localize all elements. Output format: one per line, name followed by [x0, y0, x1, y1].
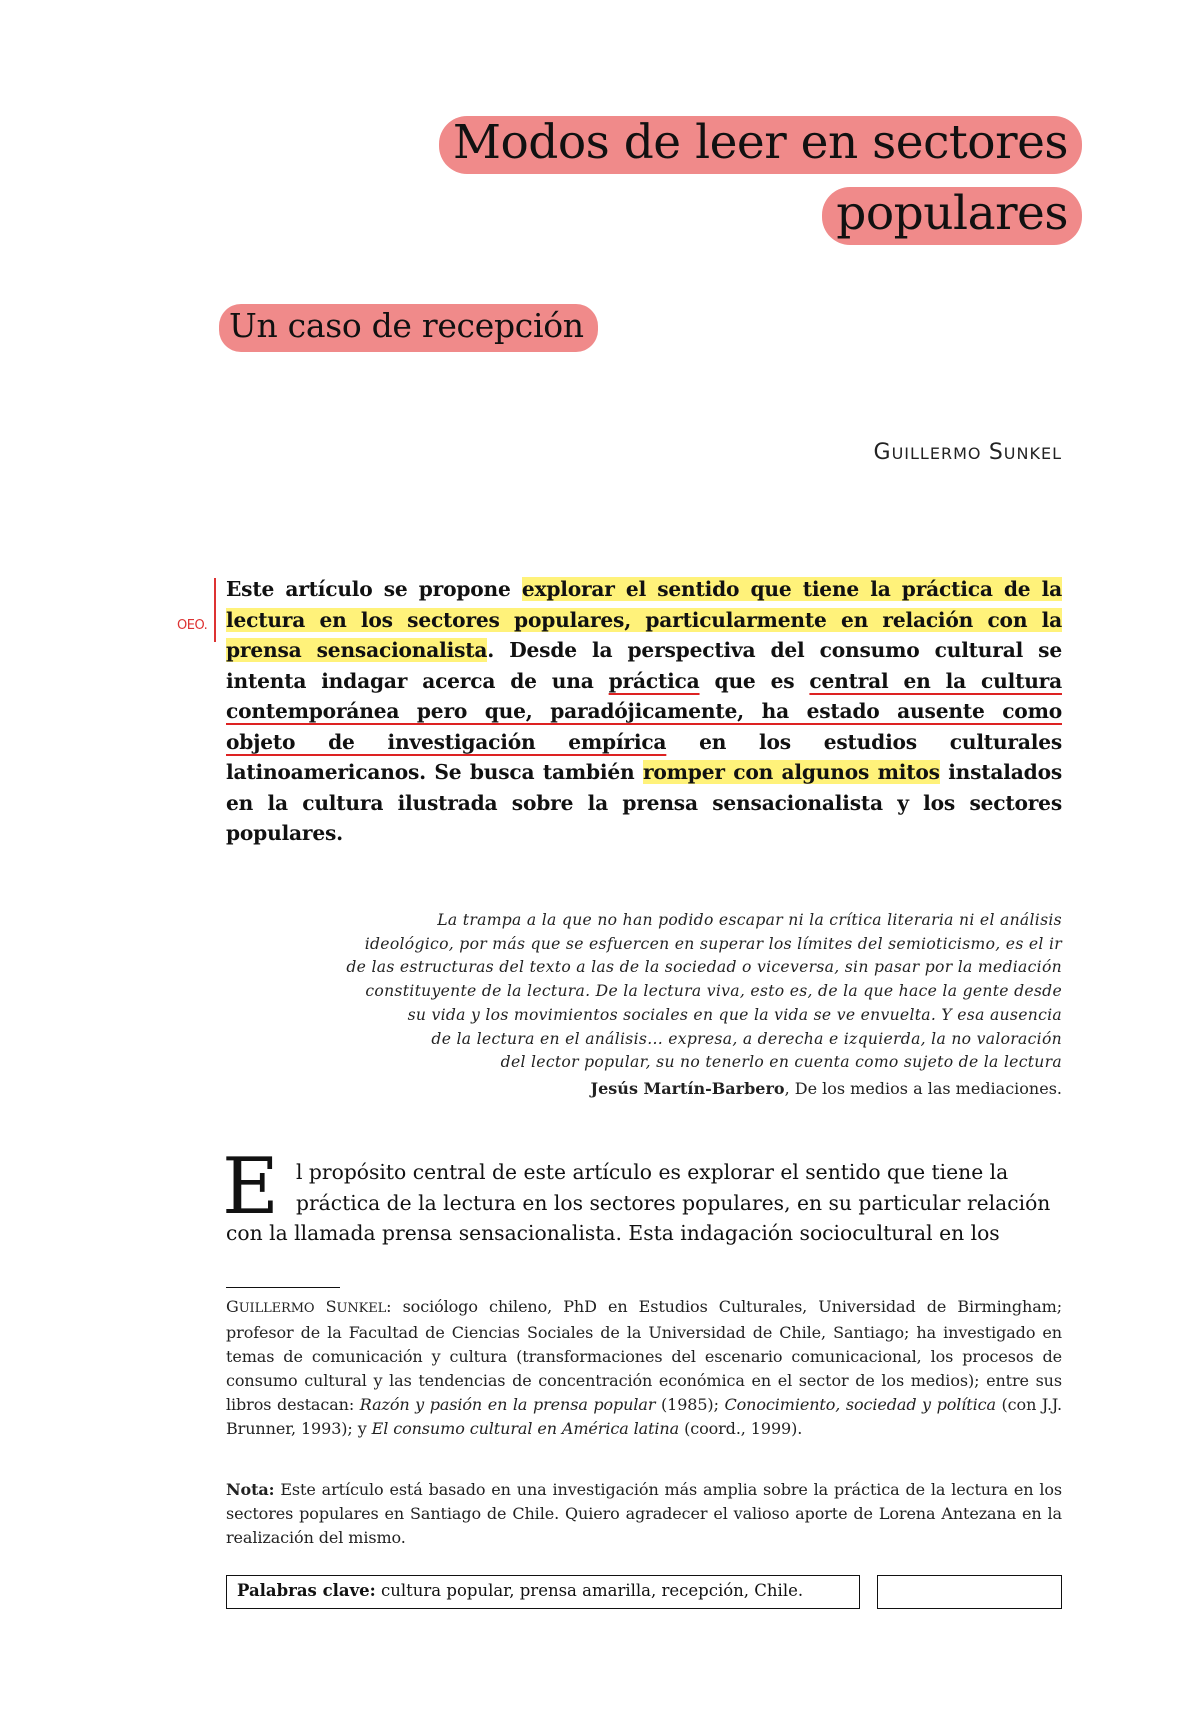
footnote-rule	[226, 1287, 340, 1288]
footnote-text: (1985);	[655, 1395, 725, 1414]
drop-cap: E	[222, 1142, 279, 1232]
author-last-rest: UNKEL	[1003, 444, 1062, 463]
keywords-box	[226, 1575, 860, 1609]
abstract-text: en los estudios culturales latinoamericanos. Se busca también	[226, 729, 1062, 784]
abstract-highlight: romper con algunos mitos	[642, 760, 940, 784]
epigraph-line: ideológico, por más que se esfuercen en superar los límites del semioticismo, es el ir	[364, 934, 1062, 953]
note-label: Nota:	[226, 1480, 275, 1499]
keywords-text: cultura popular, prensa amarilla, recepción, Chile.	[375, 1581, 804, 1600]
author-first-initial: G	[873, 440, 892, 465]
abstract-underline: central en la cultura contemporánea pero que, paradójicamente, ha estado ausente como objeto de investigación empírica	[226, 668, 1062, 754]
footnote-name: G	[226, 1297, 239, 1316]
footnote-text: : sociólogo chileno, PhD en Estudios Culturales, Universidad de Birmingham; profesor de la Facultad de Ciencias Sociales de la Universidad de Chile, Santiago; ha investigado en temas de comunicación y cultura (transformaciones del escenario comunicacional, los procesos de consumo cultural y las tendencias de concentración económica en el sector de los medios); entre sus libros destacan:	[226, 1297, 1062, 1414]
footnote-text: (coord., 1999).	[679, 1419, 803, 1438]
epigraph-line: La trampa a la que no han podido escapar ni la crítica literaria ni el análisis	[437, 911, 1062, 929]
epigraph-line: de las estructuras del texto a las de la sociedad o viceversa, sin pasar por la mediación	[346, 958, 1062, 977]
epigraph-line: su vida y los movimientos sociales en que la vida se ve envuelta. Y esa ausencia	[407, 1005, 1062, 1024]
epigraph-source	[591, 1077, 1062, 1100]
note-paragraph	[226, 1478, 1062, 1550]
epigraph-line: del lector popular, su no tenerlo en cuenta como sujeto de la lectura	[500, 1053, 1062, 1072]
epigraph-line: de la lectura en el análisis... expresa, a derecha e izquierda, la no valoración	[431, 1029, 1062, 1048]
epigraph-line: constituyente de la lectura. De la lectura viva, esto es, de la que hace la gente desde	[365, 982, 1062, 1001]
abstract-highlight: explorar el sentido que tiene la práctica de la lectura en los sectores populares, particularmente en relación con la prensa sensacionalista	[226, 577, 1062, 662]
footnote-name: UILLERMO	[238, 1301, 315, 1316]
note-text: Este artículo está basado en una investigación más amplia sobre la práctica de la lectura en los sectores populares en Santiago de Chile. Quiero agradecer el valioso aporte de Lorena Antezana en la realización del mismo.	[226, 1480, 1062, 1547]
epigraph-source-work: , De los medios a las mediaciones.	[784, 1079, 1062, 1098]
abstract-text: . Desde la perspectiva del consumo cultural se intenta indagar acerca de una	[226, 638, 1062, 693]
footnote-text: (con J.J. Brunner, 1993); y	[226, 1395, 1062, 1438]
footnote-book-title: Razón y pasión en la prensa popular	[359, 1395, 656, 1414]
abstract-text: que es	[699, 668, 810, 693]
body-line: práctica de la lectura en los sectores populares, en su particular relación	[296, 1190, 1051, 1215]
author-footnote	[226, 1295, 1062, 1441]
abstract-text: Este artículo se propone	[226, 577, 522, 601]
margin-annotation-tag: OEO.	[177, 618, 208, 633]
empty-box	[877, 1575, 1062, 1609]
article-subtitle: Un caso de recepción	[219, 304, 598, 352]
body-line: l propósito central de este artículo es explorar el sentido que tiene la	[296, 1160, 1009, 1184]
epigraph-source-author: Jesús Martín-Barbero	[590, 1079, 785, 1098]
footnote-name: S	[325, 1297, 337, 1316]
body-paragraph	[226, 1157, 1062, 1249]
abstract	[226, 574, 1062, 849]
footnote-book-title: El consumo cultural en América latina	[371, 1419, 680, 1438]
abstract-underline: práctica	[608, 668, 700, 693]
author-last-initial: S	[988, 440, 1004, 465]
footnote-name: UNKEL	[336, 1301, 387, 1316]
article-title-line-2: populares	[822, 187, 1082, 245]
epigraph-quote	[272, 909, 1062, 1075]
article-title-line-1: Modos de leer en sectores	[439, 116, 1082, 174]
footnote-book-title: Conocimiento, sociedad y política	[724, 1395, 996, 1414]
abstract-text: instalados en la cultura ilustrada sobre la prensa sensacionalista y los sectores populares.	[226, 760, 1063, 845]
author-first-rest: UILLERMO	[891, 444, 982, 463]
author-name	[874, 440, 1062, 465]
margin-annotation-bar	[214, 578, 216, 642]
keywords-label: Palabras clave:	[237, 1581, 376, 1600]
body-line: con la llamada prensa sensacionalista. Esta indagación sociocultural en los	[226, 1221, 1000, 1245]
